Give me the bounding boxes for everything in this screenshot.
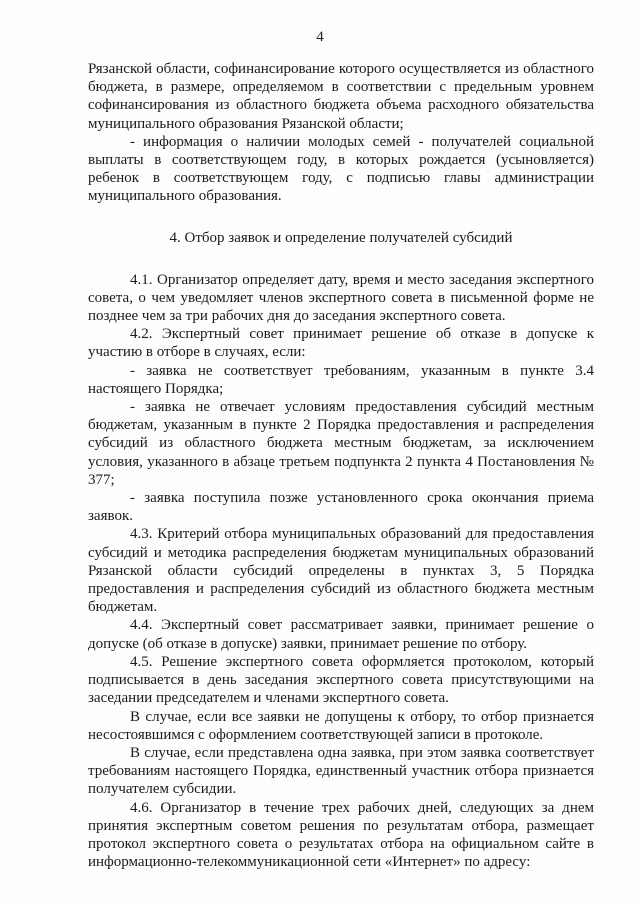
document-body bbox=[88, 60, 594, 871]
paragraph: В случае, если представлена одна заявка, при этом заявка соответствует требованиям настоящего Порядка, единственный участник отбора признается получателем субсидии. bbox=[88, 744, 594, 798]
paragraph: Рязанской области, софинансирование которого осуществляется из областного бюджета, в размере, определяемом в соответствии с предельным уровнем софинансирования из областного бюджета объема расходного обязательства муниципального образования Рязанской области; bbox=[88, 61, 594, 132]
section-heading: 4. Отбор заявок и определение получателей субсидий bbox=[169, 229, 513, 246]
paragraph: 4.5. Решение экспертного совета оформляется протоколом, который подписывается в день заседания экспертного совета присутствующими на заседании председателем и членами экспертного совета. bbox=[88, 653, 594, 707]
list-item: - заявка поступила позже установленного срока окончания приема заявок. bbox=[88, 490, 594, 525]
paragraph: - информация о наличии молодых семей - получателей социальной выплаты в соответствующем году, в которых рождается (усыновляется) ребенок в соответствующем году, с подписью главы администрации муниципального образования. bbox=[88, 133, 594, 205]
paragraph: 4.1. Организатор определяет дату, время и место заседания экспертного совета, о чем уведомляет членов экспертного совета в письменной форме не позднее чем за три рабочих дня до заседания экспертного совета. bbox=[88, 271, 594, 325]
paragraph: 4.3. Критерий отбора муниципальных образований для предоставления субсидий и методика распределения бюджетам муниципальных образований Рязанской области субсидий определены в пунктах 3, 5 Порядка предоставления и распределения субсидий из областного бюджета местным бюджетам. bbox=[88, 526, 594, 616]
list-item: - заявка не отвечает условиям предоставления субсидий местным бюджетам, указанным в пункте 2 Порядка предоставления и распределения субсидий из областного бюджета местным бюджетам, за исключением условия, указанного в абзаце третьем подпункта 2 пункта 4 Постановления № 377; bbox=[88, 399, 594, 488]
paragraph: 4.2. Экспертный совет принимает решение об отказе в допуске к участию в отборе в случаях, если: bbox=[88, 326, 594, 361]
list-item: - заявка не соответствует требованиям, указанным в пункте 3.4 настоящего Порядка; bbox=[88, 362, 594, 397]
paragraph: В случае, если все заявки не допущены к отбору, то отбор признается несостоявшимся с оформлением соответствующей записи в протоколе. bbox=[88, 708, 594, 743]
paragraph: 4.4. Экспертный совет рассматривает заявки, принимает решение о допуске (об отказе в допуске) заявки, принимает решение по отбору. bbox=[88, 617, 594, 652]
page-number: 4 bbox=[316, 29, 324, 45]
paragraph: 4.6. Организатор в течение трех рабочих дней, следующих за днем принятия экспертным советом решения по результатам отбора, размещает протокол экспертного совета о результатах отбора на официальном сайте в информационно-телекоммуникационной сети «Интернет» по адресу: bbox=[88, 799, 594, 871]
